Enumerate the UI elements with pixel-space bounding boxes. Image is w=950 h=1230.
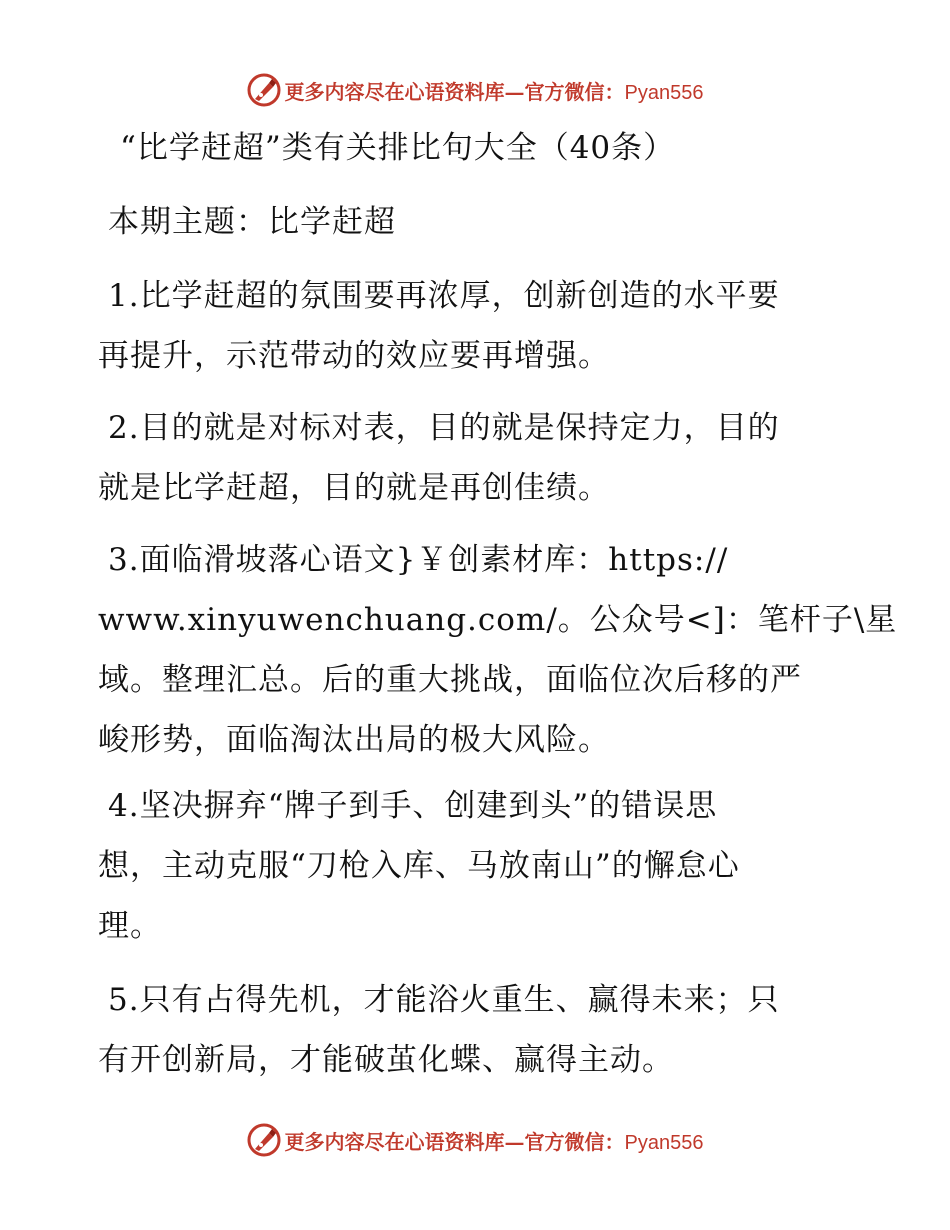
paragraph-2 xyxy=(98,398,858,518)
pen-nib-logo-icon xyxy=(247,1123,281,1157)
paragraph-3 xyxy=(98,530,898,770)
footer-banner xyxy=(0,1120,950,1160)
wechat-id: Pyan556 xyxy=(624,81,704,104)
paragraph-line: 想，主动克服“刀枪入库、马放南山”的懈怠心 xyxy=(98,848,740,884)
wechat-id: Pyan556 xyxy=(624,1131,704,1154)
paragraph-line: 2.目的就是对标对表，目的就是保持定力，目的 xyxy=(108,410,780,446)
paragraph-5 xyxy=(98,970,858,1090)
paragraph-line: 有开创新局，才能破茧化蝶、赢得主动。 xyxy=(98,1042,674,1078)
banner-text: 更多内容尽在心语资料库—官方微信：Pyan556 xyxy=(284,79,704,104)
paragraph-line: 3.面临滑坡落心语文}￥创素材库：https:// xyxy=(108,542,729,578)
pen-nib-logo-icon xyxy=(247,73,281,107)
paragraph-line: 峻形势，面临淘汰出局的极大风险。 xyxy=(98,722,610,758)
paragraph-line: 域。整理汇总。后的重大挑战，面临位次后移的严 xyxy=(98,662,802,698)
header-banner xyxy=(0,70,950,110)
paragraph-line: 再提升，示范带动的效应要再增强。 xyxy=(98,338,610,374)
paragraph-line: www.xinyuwenchuang.com/。公众号<]：笔杆子\星 xyxy=(98,602,898,638)
banner-text: 更多内容尽在心语资料库—官方微信：Pyan556 xyxy=(284,1129,704,1154)
paragraph-line: 就是比学赶超，目的就是再创佳绩。 xyxy=(98,470,610,506)
paragraph-1 xyxy=(98,266,858,386)
paragraph-line: 4.坚决摒弃“牌子到手、创建到头”的错误思 xyxy=(108,788,718,824)
paragraph-line: 1.比学赶超的氛围要再浓厚，创新创造的水平要 xyxy=(108,278,780,314)
paragraph-line: 理。 xyxy=(98,908,162,944)
paragraph-line: 5.只有占得先机，才能浴火重生、赢得未来；只 xyxy=(108,982,780,1018)
paragraph-4 xyxy=(98,776,858,956)
document-title: “比学赶超”类有关排比句大全（40条） xyxy=(120,130,676,166)
theme-line: 本期主题：比学赶超 xyxy=(108,204,396,240)
